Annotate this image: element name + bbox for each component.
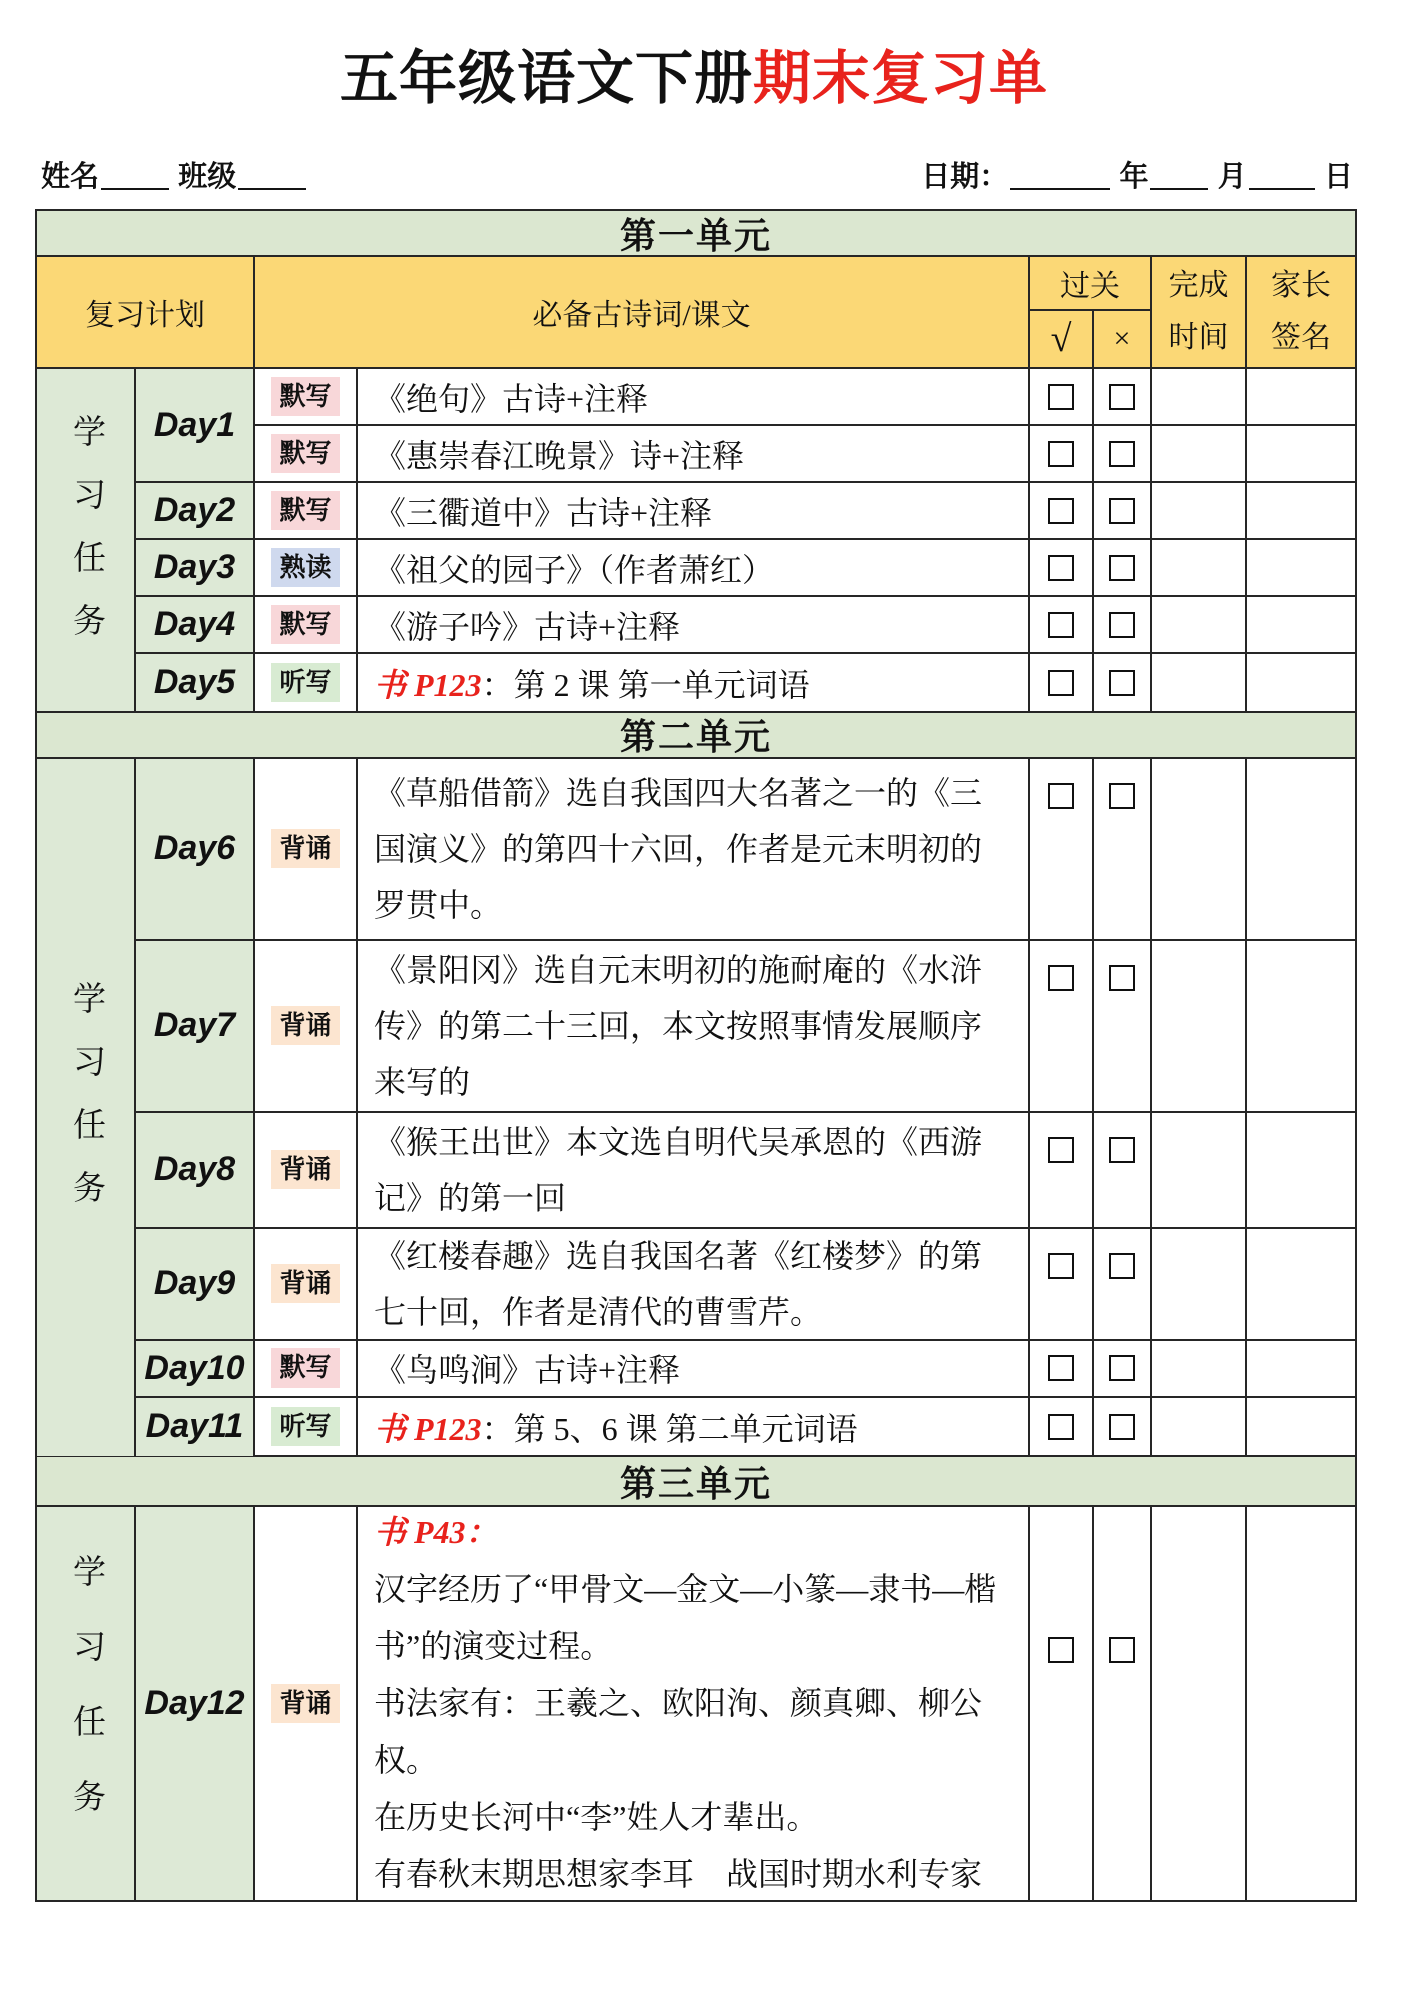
task-type-badge: 背诵 bbox=[271, 829, 339, 869]
task-type-badge: 默写 bbox=[271, 491, 339, 531]
pass-checkbox[interactable] bbox=[1048, 1137, 1074, 1163]
side-label-study-tasks: 学习任务 bbox=[37, 759, 136, 1456]
fail-checkbox[interactable] bbox=[1109, 783, 1135, 809]
fail-check-cell bbox=[1094, 1398, 1152, 1456]
parent-sign-cell[interactable] bbox=[1247, 654, 1355, 711]
finish-time-cell[interactable] bbox=[1152, 426, 1247, 483]
task-type-badge: 背诵 bbox=[271, 1264, 339, 1304]
day-label: Day12 bbox=[136, 1507, 255, 1900]
parent-sign-cell[interactable] bbox=[1247, 426, 1355, 483]
finish-time-cell[interactable] bbox=[1152, 597, 1247, 654]
task-type-badge: 背诵 bbox=[271, 1684, 339, 1724]
pass-check-cell bbox=[1030, 654, 1094, 711]
finish-time-cell[interactable] bbox=[1152, 1229, 1247, 1341]
pass-checkbox[interactable] bbox=[1048, 1637, 1074, 1663]
task-text: 《猴王出世》本文选自明代吴承恩的《西游记》的第一回 bbox=[358, 1113, 1030, 1229]
task-type-badge: 熟读 bbox=[271, 548, 339, 588]
pass-check-cell bbox=[1030, 1507, 1094, 1900]
fail-checkbox[interactable] bbox=[1109, 1637, 1135, 1663]
task-type-badge: 默写 bbox=[271, 434, 339, 474]
task-type-badge: 背诵 bbox=[271, 1006, 339, 1046]
day-label: Day11 bbox=[136, 1398, 255, 1456]
title-red-part: 期末复习单 bbox=[753, 46, 1049, 111]
day-label: Day1 bbox=[136, 369, 255, 483]
parent-sign-cell[interactable] bbox=[1247, 1113, 1355, 1229]
task-type-cell bbox=[255, 1341, 358, 1398]
task-text bbox=[358, 1507, 1030, 1900]
finish-time-cell[interactable] bbox=[1152, 540, 1247, 597]
pass-check-cell bbox=[1030, 1229, 1094, 1341]
date-fields bbox=[921, 154, 1353, 195]
finish-time-cell[interactable] bbox=[1152, 1398, 1247, 1456]
column-header-content: 必备古诗词/课文 bbox=[255, 257, 1030, 369]
fail-check-cell bbox=[1094, 759, 1152, 941]
finish-time-cell[interactable] bbox=[1152, 654, 1247, 711]
task-type-badge: 默写 bbox=[271, 377, 339, 417]
name-blank[interactable] bbox=[101, 161, 169, 190]
parent-sign-cell[interactable] bbox=[1247, 597, 1355, 654]
fail-checkbox[interactable] bbox=[1109, 612, 1135, 638]
unit-2-header: 第二单元 bbox=[37, 713, 1355, 759]
column-header-pass: 过关 bbox=[1030, 257, 1152, 311]
fail-check-cell bbox=[1094, 654, 1152, 711]
pass-checkbox[interactable] bbox=[1048, 555, 1074, 581]
task-type-cell bbox=[255, 1507, 358, 1900]
fail-checkbox[interactable] bbox=[1109, 670, 1135, 696]
day-label: Day4 bbox=[136, 597, 255, 654]
task-text: 《三衢道中》古诗+注释 bbox=[358, 483, 1030, 540]
day-label: Day5 bbox=[136, 654, 255, 711]
fail-check-cell bbox=[1094, 369, 1152, 426]
fail-check-cell bbox=[1094, 426, 1152, 483]
unit-1-header: 第一单元 bbox=[37, 211, 1355, 257]
day-label: Day2 bbox=[136, 483, 255, 540]
unit-3-table bbox=[35, 1455, 1357, 1902]
unit-1-table bbox=[35, 209, 1357, 713]
pass-check-cell bbox=[1030, 483, 1094, 540]
fail-check-cell bbox=[1094, 483, 1152, 540]
pass-check-cell bbox=[1030, 597, 1094, 654]
parent-sign-cell[interactable] bbox=[1247, 540, 1355, 597]
day-label: Day8 bbox=[136, 1113, 255, 1229]
class-label: 班级 bbox=[178, 161, 237, 193]
task-type-cell bbox=[255, 759, 358, 941]
page-title bbox=[35, 44, 1353, 114]
pass-checkbox[interactable] bbox=[1048, 498, 1074, 524]
day-label: Day7 bbox=[136, 941, 255, 1113]
name-label: 姓名 bbox=[41, 161, 100, 193]
column-header-plan: 复习计划 bbox=[37, 257, 255, 369]
pass-check-cell bbox=[1030, 1113, 1094, 1229]
task-text-line: 在历史长河中“李”姓人才辈出。 bbox=[374, 1799, 819, 1835]
task-text-line: 有春秋末期思想家李耳 战国时期水利专家 bbox=[374, 1856, 983, 1892]
task-text-line: 汉字经历了“甲骨文—金文—小篆—隶书—楷书”的演变过程。 bbox=[374, 1571, 997, 1664]
parent-sign-cell[interactable] bbox=[1247, 1398, 1355, 1456]
fail-check-cell bbox=[1094, 941, 1152, 1113]
book-page-ref: 书 P123 bbox=[374, 1410, 482, 1447]
day-label: Day6 bbox=[136, 759, 255, 941]
parent-sign-cell[interactable] bbox=[1247, 1507, 1355, 1900]
task-type-badge: 默写 bbox=[271, 1348, 339, 1388]
finish-time-cell[interactable] bbox=[1152, 759, 1247, 941]
unit-2-table bbox=[35, 711, 1357, 1458]
task-type-badge: 听写 bbox=[271, 1407, 339, 1447]
fail-check-cell bbox=[1094, 540, 1152, 597]
pass-checkbox[interactable] bbox=[1048, 1355, 1074, 1381]
pass-check-cell bbox=[1030, 759, 1094, 941]
column-header-checkmark: √ bbox=[1030, 311, 1094, 369]
task-text: 《草船借箭》选自我国四大名著之一的《三国演义》的第四十六回，作者是元末明初的罗贯中。 bbox=[358, 759, 1030, 941]
column-header-parent-sign: 家长签名 bbox=[1247, 257, 1355, 369]
parent-sign-cell[interactable] bbox=[1247, 941, 1355, 1113]
day-label: 日 bbox=[1323, 161, 1353, 193]
pass-check-cell bbox=[1030, 1341, 1094, 1398]
task-type-badge: 背诵 bbox=[271, 1150, 339, 1190]
column-header-finish-time: 完成时间 bbox=[1152, 257, 1247, 369]
pass-checkbox[interactable] bbox=[1048, 1253, 1074, 1279]
fail-checkbox[interactable] bbox=[1109, 441, 1135, 467]
pass-checkbox[interactable] bbox=[1048, 612, 1074, 638]
fail-check-cell bbox=[1094, 597, 1152, 654]
task-type-cell bbox=[255, 540, 358, 597]
finish-time-cell[interactable] bbox=[1152, 1113, 1247, 1229]
parent-sign-cell[interactable] bbox=[1247, 1229, 1355, 1341]
name-class-fields bbox=[41, 154, 308, 195]
day-label: Day10 bbox=[136, 1341, 255, 1398]
pass-checkbox[interactable] bbox=[1048, 441, 1074, 467]
task-type-cell bbox=[255, 654, 358, 711]
task-type-cell bbox=[255, 483, 358, 540]
parent-sign-cell[interactable] bbox=[1247, 1341, 1355, 1398]
task-type-cell bbox=[255, 1398, 358, 1456]
task-text: 《红楼春趣》选自我国名著《红楼梦》的第七十回，作者是清代的曹雪芹。 bbox=[358, 1229, 1030, 1341]
book-page-ref: 书 P123 bbox=[374, 666, 482, 703]
pass-checkbox[interactable] bbox=[1048, 1414, 1074, 1440]
finish-time-cell[interactable] bbox=[1152, 369, 1247, 426]
month-label: 月 bbox=[1217, 161, 1247, 193]
fail-checkbox[interactable] bbox=[1109, 498, 1135, 524]
pass-checkbox[interactable] bbox=[1048, 965, 1074, 991]
side-label-study-tasks: 学习任务 bbox=[37, 369, 136, 711]
date-label: 日期： bbox=[921, 161, 1009, 193]
day-label: Day3 bbox=[136, 540, 255, 597]
task-text: 书 P123 ：第 2 课 第一单元词语 bbox=[358, 654, 1030, 711]
pass-check-cell bbox=[1030, 540, 1094, 597]
book-page-ref: 书 P43： bbox=[374, 1514, 498, 1550]
pass-check-cell bbox=[1030, 941, 1094, 1113]
task-text-line: 书法家有：王羲之、欧阳洵、颜真卿、柳公权。 bbox=[374, 1685, 983, 1778]
parent-sign-cell[interactable] bbox=[1247, 759, 1355, 941]
fail-check-cell bbox=[1094, 1341, 1152, 1398]
fail-check-cell bbox=[1094, 1507, 1152, 1900]
pass-check-cell bbox=[1030, 369, 1094, 426]
task-text: 《景阳冈》选自元末明初的施耐庵的《水浒传》的第二十三回，本文按照事情发展顺序来写的 bbox=[358, 941, 1030, 1113]
pass-checkbox[interactable] bbox=[1048, 384, 1074, 410]
parent-sign-cell[interactable] bbox=[1247, 483, 1355, 540]
fail-checkbox[interactable] bbox=[1109, 1414, 1135, 1440]
task-text: 书 P123 ：第 5、6 课 第二单元词语 bbox=[358, 1398, 1030, 1456]
finish-time-cell[interactable] bbox=[1152, 1507, 1247, 1900]
finish-time-cell[interactable] bbox=[1152, 483, 1247, 540]
fail-checkbox[interactable] bbox=[1109, 1355, 1135, 1381]
task-type-cell bbox=[255, 1229, 358, 1341]
unit-3-header: 第三单元 bbox=[37, 1457, 1355, 1507]
task-type-badge: 听写 bbox=[271, 663, 339, 703]
finish-time-cell[interactable] bbox=[1152, 1341, 1247, 1398]
task-type-cell bbox=[255, 1113, 358, 1229]
fail-check-cell bbox=[1094, 1229, 1152, 1341]
pass-checkbox[interactable] bbox=[1048, 783, 1074, 809]
parent-sign-cell[interactable] bbox=[1247, 369, 1355, 426]
year-blank[interactable] bbox=[1010, 161, 1110, 190]
task-type-badge: 默写 bbox=[271, 605, 339, 645]
pass-check-cell bbox=[1030, 1398, 1094, 1456]
task-text: 《游子吟》古诗+注释 bbox=[358, 597, 1030, 654]
info-row bbox=[41, 154, 1353, 195]
side-label-study-tasks: 学习任务 bbox=[37, 1507, 136, 1900]
year-label: 年 bbox=[1119, 161, 1149, 193]
fail-checkbox[interactable] bbox=[1109, 1253, 1135, 1279]
task-type-cell bbox=[255, 597, 358, 654]
fail-checkbox[interactable] bbox=[1109, 1137, 1135, 1163]
fail-checkbox[interactable] bbox=[1109, 965, 1135, 991]
task-text: 《鸟鸣涧》古诗+注释 bbox=[358, 1341, 1030, 1398]
title-black-part: 五年级语文下册 bbox=[339, 46, 753, 111]
task-type-cell bbox=[255, 941, 358, 1113]
fail-checkbox[interactable] bbox=[1109, 555, 1135, 581]
task-type-cell bbox=[255, 426, 358, 483]
fail-checkbox[interactable] bbox=[1109, 384, 1135, 410]
pass-check-cell bbox=[1030, 426, 1094, 483]
day-blank[interactable] bbox=[1249, 161, 1315, 190]
class-blank[interactable] bbox=[238, 161, 306, 190]
fail-check-cell bbox=[1094, 1113, 1152, 1229]
task-text: 《绝句》古诗+注释 bbox=[358, 369, 1030, 426]
task-type-cell bbox=[255, 369, 358, 426]
day-label: Day9 bbox=[136, 1229, 255, 1341]
task-text: 《惠崇春江晚景》诗+注释 bbox=[358, 426, 1030, 483]
month-blank[interactable] bbox=[1150, 161, 1208, 190]
task-text: 《祖父的园子》（作者萧红） bbox=[358, 540, 1030, 597]
finish-time-cell[interactable] bbox=[1152, 941, 1247, 1113]
pass-checkbox[interactable] bbox=[1048, 670, 1074, 696]
column-header-crossmark: × bbox=[1094, 311, 1152, 369]
